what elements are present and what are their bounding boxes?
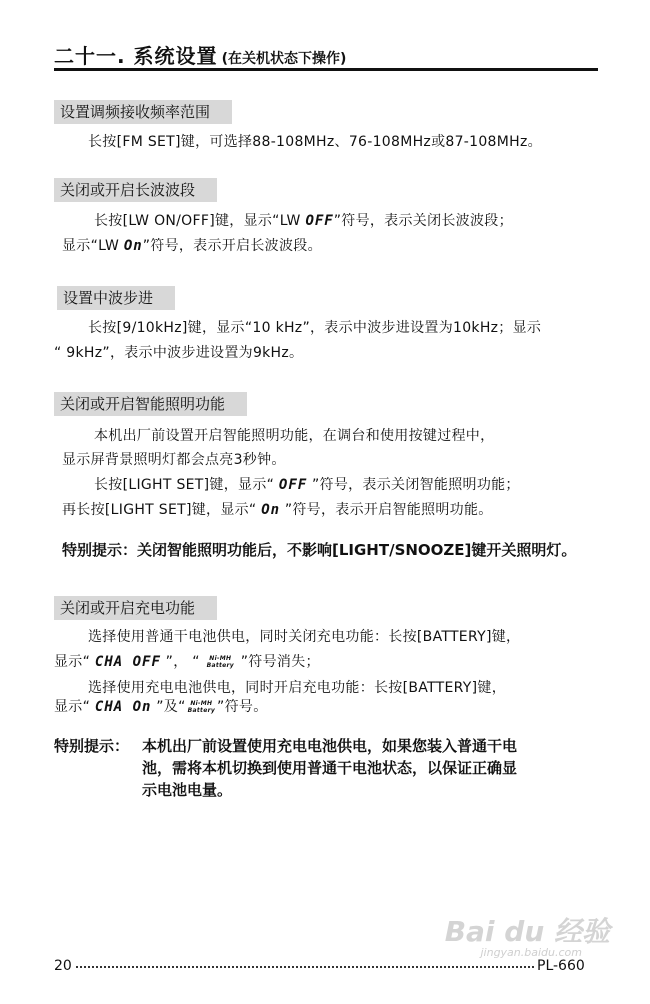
lcd-cha-off-symbol: CHA OFF xyxy=(94,654,161,670)
charge-line-4: 显示“ CHA On ”及“ Ni-MH Battery ”符号。 xyxy=(54,699,268,715)
title-rule xyxy=(54,68,598,71)
section-heading-charge: 关闭或开启充电功能 xyxy=(54,596,217,620)
lcd-on-symbol: On xyxy=(261,502,281,518)
light-line-1: 本机出厂前设置开启智能照明功能，在调台和使用按键过程中， xyxy=(94,428,495,444)
light-line-3: 长按[LIGHT SET]键，显示“ OFF ”符号，表示关闭智能照明功能； xyxy=(94,477,520,493)
lw-line-1: 长按[LW ON/OFF]键，显示“LW OFF”符号，表示关闭长波波段； xyxy=(94,213,513,229)
section-heading-light: 关闭或开启智能照明功能 xyxy=(54,392,247,416)
fm-text: 长按[FM SET]键，可选择88-108MHz、76-108MHz或87-108MHz。 xyxy=(88,134,542,150)
mw-line-2: “ 9kHz”，表示中波步进设置为9kHz。 xyxy=(54,345,304,361)
charge-note-line-2: 池，需将本机切换到使用普通干电池状态，以保证正确显 xyxy=(142,759,518,777)
lw-line-2: 显示“LW On”符号，表示开启长波波段。 xyxy=(62,238,322,254)
nimh-battery-icon: Ni-MH Battery xyxy=(206,655,234,669)
nimh-battery-icon: Ni-MH Battery xyxy=(187,700,216,714)
page-title xyxy=(54,40,346,69)
model-name: PL-660 xyxy=(537,958,585,974)
charge-note-line-3: 示电池电量。 xyxy=(142,781,233,799)
charge-line-1: 选择使用普通干电池供电，同时关闭充电功能：长按[BATTERY]键， xyxy=(88,629,521,645)
charge-line-2: 显示“ CHA OFF ”， “ Ni-MH Battery ”符号消失； xyxy=(54,654,320,670)
section-heading-fm: 设置调频接收频率范围 xyxy=(54,100,232,124)
title-sub: (在关机状态下操作) xyxy=(221,51,347,67)
charge-note-label: 特别提示： xyxy=(54,737,130,755)
light-line-4: 再长按[LIGHT SET]键，显示“ On ”符号，表示开启智能照明功能。 xyxy=(62,502,493,518)
lcd-cha-on-symbol: CHA On xyxy=(94,699,152,715)
baidu-watermark: Bai du 经验 xyxy=(444,915,610,948)
footer-dotted-leader xyxy=(76,966,534,968)
charge-note-line-1: 本机出厂前设置使用充电电池供电，如果您装入普通干电 xyxy=(142,737,518,755)
charge-line-3: 选择使用充电电池供电，同时开启充电功能：长按[BATTERY]键， xyxy=(88,680,507,696)
light-line-2: 显示屏背景照明灯都会点亮3秒钟。 xyxy=(62,452,286,468)
title-main: 二十一. 系统设置 xyxy=(54,44,218,68)
section-heading-lw: 关闭或开启长波波段 xyxy=(54,178,217,202)
section-heading-mw: 设置中波步进 xyxy=(57,286,175,310)
light-special-note: 特别提示：关闭智能照明功能后，不影响[LIGHT/SNOOZE]键开关照明灯。 xyxy=(62,541,577,559)
mw-line-1: 长按[9/10kHz]键，显示“10 kHz”，表示中波步进设置为10kHz；显示 xyxy=(88,320,542,336)
page-number: 20 xyxy=(54,958,72,974)
lcd-off-symbol: OFF xyxy=(278,477,308,493)
lcd-off-symbol: OFF xyxy=(305,213,334,229)
lcd-on-symbol: On xyxy=(123,238,143,254)
baidu-watermark-url: jingyan.baidu.com xyxy=(480,946,582,959)
